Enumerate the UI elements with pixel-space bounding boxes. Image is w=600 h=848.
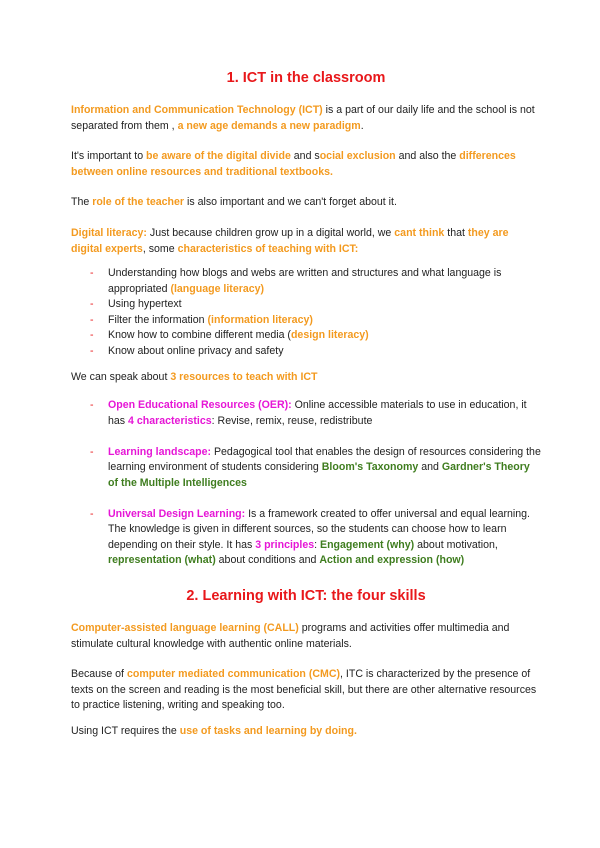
- s2-paragraph-call-run: Computer-assisted language learning (CALL): [71, 622, 299, 634]
- s1-paragraph-digital-divide-run: It's important to: [71, 150, 147, 162]
- bullet-dash: -: [90, 399, 94, 411]
- list-item-run: Action and expression (how): [319, 554, 465, 566]
- list-item-run: Open Educational Resources (OER):: [108, 399, 292, 411]
- bullet-dash: -: [90, 313, 94, 326]
- bullet-dash: -: [90, 507, 94, 520]
- s1-paragraph-ict-run: a new age demands a new paradigm: [177, 119, 361, 132]
- s1-paragraph-digital-literacy: [71, 226, 541, 257]
- s1-paragraph-resources-run: We can speak about: [71, 371, 171, 383]
- s1-paragraph-digital-divide-run: differences between online resources and traditional textbooks.: [71, 150, 516, 178]
- list-item-run: (language literacy): [170, 282, 265, 295]
- s1-paragraph-digital-literacy-run: characteristics of teaching with ICT:: [177, 242, 359, 255]
- list-item: [71, 398, 541, 429]
- list-item-run: : Revise, remix, reuse, redistribute: [211, 414, 373, 427]
- s1-paragraph-ict-run: Information and Communication Technology (ICT): [71, 104, 323, 116]
- s2-paragraph-call: [71, 621, 541, 652]
- s1-paragraph-resources-run: 3 resources to teach with ICT: [170, 371, 318, 383]
- s2-paragraph-tasks-run: Using ICT requires the: [71, 725, 180, 737]
- s1-paragraph-digital-divide-run: ocial exclusion: [319, 150, 396, 162]
- list-item: [71, 344, 541, 360]
- list-item-run: about motivation,: [414, 538, 498, 551]
- list-item: [71, 328, 541, 344]
- list-item-run: Learning landscape:: [108, 445, 212, 458]
- s1-paragraph-digital-literacy-run: Digital literacy:: [71, 227, 147, 239]
- list-item-run: (information literacy): [207, 313, 313, 326]
- s1-paragraph-digital-literacy-run: they are digital experts: [71, 227, 509, 255]
- list-item-run: Gardner's Theory of the Multiple Intelligences: [108, 461, 530, 489]
- s1-paragraph-teacher-role-run: is also important and we can't forget about it.: [184, 196, 397, 208]
- list-item-run: Know about online privacy and safety: [108, 344, 284, 357]
- list-item: [71, 266, 541, 297]
- list-item-run: Engagement (why): [320, 538, 415, 551]
- list-item-run: Bloom's Taxonomy: [321, 461, 419, 473]
- bullet-dash: -: [90, 329, 94, 341]
- s1-paragraph-teacher-role-run: The: [71, 196, 93, 208]
- list-item: [71, 445, 541, 492]
- list-item-run: :: [314, 538, 321, 551]
- s1-paragraph-digital-divide-run: and also the: [395, 150, 460, 162]
- bullet-dash: -: [90, 445, 94, 458]
- s2-paragraph-cmc-run: , ITC is characterized by the presence of texts on the screen and reading is the most beneficial skill, but there are other alternative resources to practice listening, writing and speaking too.: [71, 668, 537, 711]
- list-item: [71, 507, 541, 569]
- s1-paragraph-digital-divide-run: be aware of the digital divide: [146, 150, 291, 162]
- s1-paragraph-digital-literacy-run: that: [444, 227, 468, 239]
- s2-paragraph-cmc-run: Because of: [71, 668, 127, 680]
- list-item-run: design literacy): [290, 329, 369, 341]
- s2-paragraph-cmc-run: computer mediated communication (CMC): [126, 668, 341, 680]
- list-item-run: about conditions and: [215, 554, 320, 566]
- s1-paragraph-ict: [71, 103, 541, 134]
- s1-paragraph-digital-divide-run: and s: [290, 150, 320, 162]
- list-item-run: 3 principles: [255, 538, 315, 551]
- section2-title: 2. Learning with ICT: the four skills: [186, 588, 426, 604]
- list-item-run: Using hypertext: [108, 298, 182, 310]
- list-item-run: Universal Design Learning:: [108, 507, 246, 520]
- s1-paragraph-teacher-role: [71, 195, 541, 211]
- s1-paragraph-resources: [71, 370, 541, 386]
- s2-paragraph-call-run: programs and activities offer multimedia and stimulate cultural knowledge with authentic online materials.: [71, 622, 510, 650]
- s2-paragraph-tasks-run: use of tasks and learning by doing.: [179, 725, 357, 737]
- list-item-run: Online accessible materials to use in education, it has: [108, 399, 527, 427]
- s1-paragraph-ict-run: is a part of our daily life and the school is not separated from them ,: [71, 104, 535, 132]
- literacy-list: [71, 266, 541, 359]
- list-item: [71, 313, 541, 329]
- section1-title: 1. ICT in the classroom: [226, 70, 386, 86]
- list-item-run: 4 characteristics: [128, 414, 212, 427]
- s1-paragraph-teacher-role-run: role of the teacher: [92, 196, 185, 208]
- list-item-run: Pedagogical tool that enables the design of resources considering the learning environment of students considering: [108, 445, 541, 473]
- list-item-run: Is a framework created to offer universal and equal learning. The knowledge is given in different sources, so the students can choose how to learn depending on their style. It has: [108, 507, 530, 551]
- s2-paragraph-tasks: [71, 724, 541, 740]
- s2-paragraph-cmc: [71, 667, 541, 714]
- bullet-dash: -: [90, 344, 94, 357]
- s1-paragraph-ict-run: .: [360, 119, 364, 132]
- list-item-run: Know how to combine different media (: [108, 329, 291, 341]
- list-item-run: Filter the information: [108, 313, 208, 326]
- s1-paragraph-digital-divide: [71, 149, 541, 180]
- list-item-run: and: [418, 461, 442, 473]
- list-item-run: representation (what): [108, 554, 216, 566]
- list-item: [71, 297, 541, 313]
- bullet-dash: -: [90, 298, 94, 310]
- list-item-run: Understanding how blogs and webs are written and structures and what language is appropriated: [108, 267, 502, 295]
- resources-list: [71, 398, 541, 569]
- s1-paragraph-digital-literacy-run: cant think: [394, 227, 445, 239]
- s1-paragraph-digital-literacy-run: Just because children grow up in a digital world, we: [146, 227, 395, 239]
- s1-paragraph-digital-literacy-run: , some: [142, 242, 178, 255]
- bullet-dash: -: [90, 267, 94, 279]
